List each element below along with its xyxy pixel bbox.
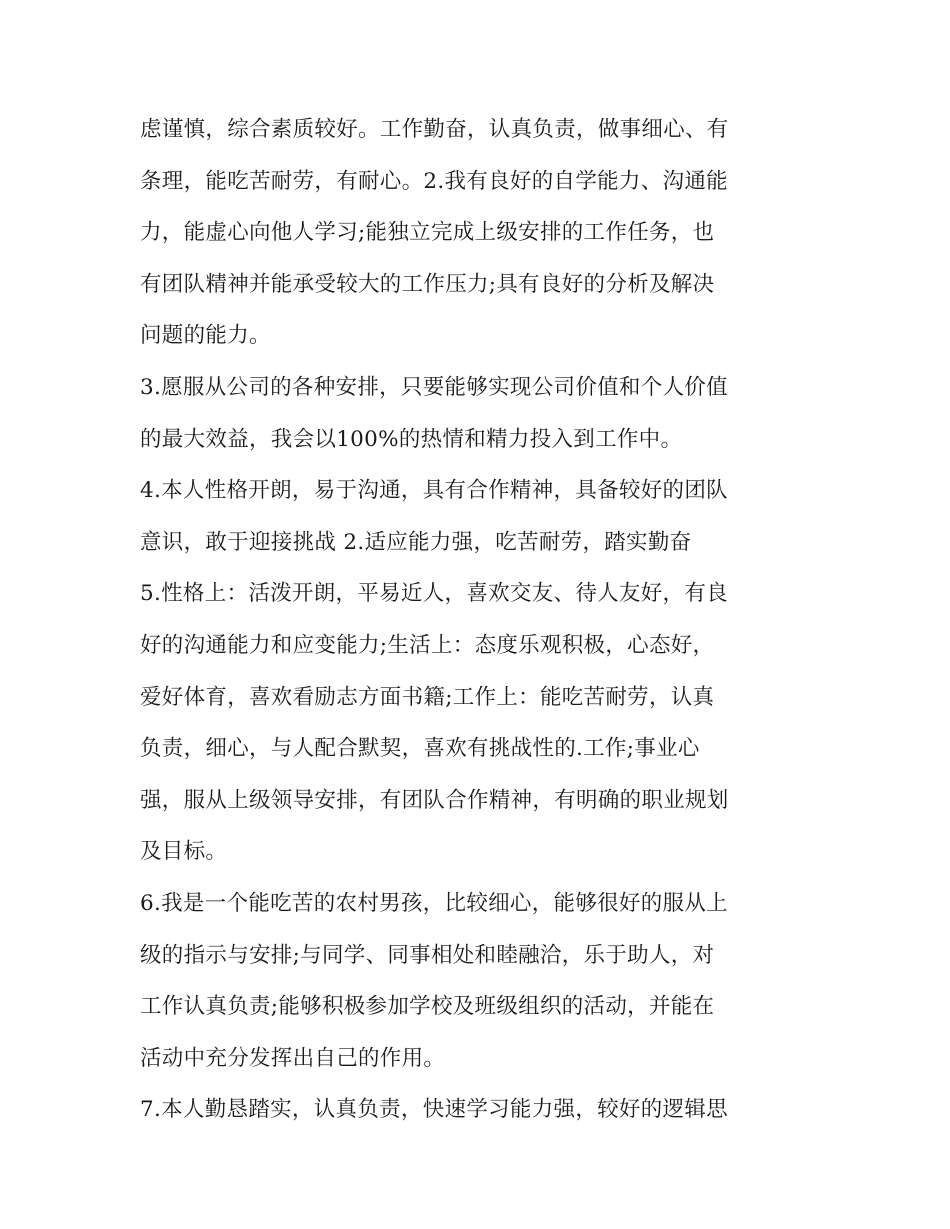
text-line: 问题的能力。: [140, 323, 271, 349]
text-line: 好的沟通能力和应变能力;生活上：态度乐观积极，心态好，: [140, 632, 715, 658]
text-line: 工作认真负责;能够积极参加学校及班级组织的活动，并能在: [140, 994, 715, 1020]
text-line: 及目标。: [140, 839, 228, 865]
text-line: 3.愿服从公司的各种安排，只要能够实现公司价值和个人价值: [140, 374, 728, 400]
text-line: 6.我是一个能吃苦的农村男孩，比较细心，能够很好的服从上: [140, 890, 728, 916]
text-line: 爱好体育，喜欢看励志方面书籍;工作上：能吃苦耐劳，认真: [140, 684, 715, 710]
text-line: 条理，能吃苦耐劳，有耐心。2.我有良好的自学能力、沟通能: [140, 168, 728, 194]
document-body: [140, 110, 820, 1142]
text-line: 意识，敢于迎接挑战 2.适应能力强，吃苦耐劳，踏实勤奋: [140, 529, 692, 555]
text-line: 7.本人勤恳踏实，认真负责，快速学习能力强，较好的逻辑思: [140, 1097, 728, 1123]
text-line: 级的指示与安排;与同学、同事相处和睦融洽，乐于助人，对: [140, 942, 715, 968]
text-line: 虑谨慎，综合素质较好。工作勤奋，认真负责，做事细心、有: [140, 117, 729, 142]
text-line: 5.性格上：活泼开朗，平易近人，喜欢交友、待人友好，有良: [140, 581, 728, 607]
text-line: 负责，细心，与人配合默契，喜欢有挑战性的.工作;事业心: [140, 736, 700, 762]
text-line: 的最大效益，我会以100%的热情和精力投入到工作中。: [140, 426, 683, 452]
text-line: 活动中充分发挥出自己的作用。: [140, 1045, 446, 1071]
text-line: 有团队精神并能承受较大的工作压力;具有良好的分析及解决: [140, 271, 715, 297]
text-line: 强，服从上级领导安排，有团队合作精神，有明确的职业规划: [140, 787, 729, 813]
text-line: 力，能虚心向他人学习;能独立完成上级安排的工作任务，也: [140, 220, 715, 246]
text-line: 4.本人性格开朗，易于沟通，具有合作精神，具备较好的团队: [140, 478, 728, 504]
